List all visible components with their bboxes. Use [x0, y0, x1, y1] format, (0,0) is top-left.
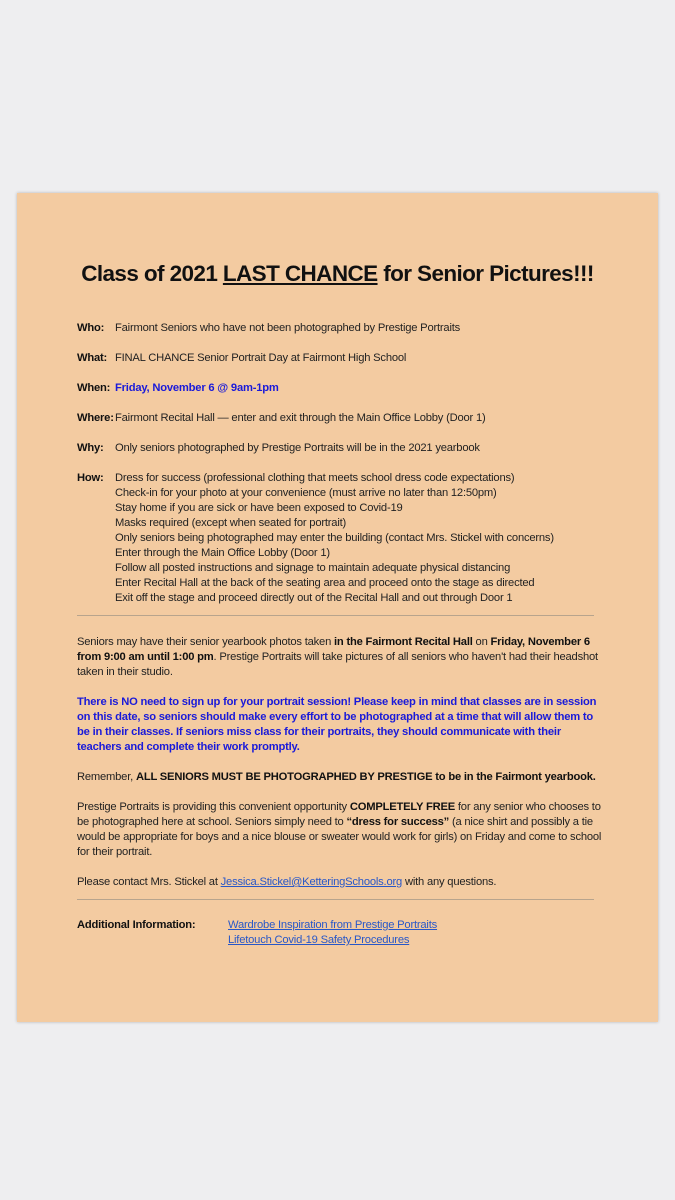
how-item: Stay home if you are sick or have been exposed to Covid-19: [115, 502, 403, 514]
para4-free: COMPLETELY FREE: [349, 801, 455, 813]
where-label: Where:: [77, 412, 114, 424]
where-value: Fairmont Recital Hall — enter and exit through the Main Office Lobby (Door 1): [115, 412, 486, 424]
para4-text-e: (a nice shirt and possibly a tie would be appropriate for boys and a nice blouse or sweater would work for girls) on Friday and come to school for their portrait.: [77, 816, 602, 858]
how-item: Follow all posted instructions and signage to maintain adequate physical distancing: [115, 562, 511, 574]
how-item: Only seniors being photographed may enter the building (contact Mrs. Stickel with concerns): [115, 532, 554, 544]
para5-text-b: with any questions.: [402, 876, 497, 888]
para1-text-a: Seniors may have their senior yearbook photos taken: [77, 636, 335, 648]
wardrobe-link[interactable]: Wardrobe Inspiration from Prestige Portraits: [228, 919, 438, 931]
paragraph-no-signup: There is NO need to sign up for your portrait session! Please keep in mind that classes are in session on this date, so seniors should make every effort to be photographed at a time that will allow them to be in their classes. If seniors miss class for their portraits, they should communicate with their teachers and complete their work promptly.: [77, 696, 597, 753]
para3-text-a: Remember,: [77, 771, 136, 783]
how-item: Check-in for your photo at your convenience (must arrive no later than 12:50pm): [115, 487, 497, 499]
how-list: [115, 471, 554, 606]
what-label: What:: [77, 352, 108, 364]
divider-top: [77, 615, 594, 616]
why-label: Why:: [77, 442, 104, 454]
when-value: Friday, November 6 @ 9am-1pm: [115, 382, 279, 394]
para1-location: in the Fairmont Recital Hall: [334, 636, 473, 648]
para4-text-c: for any senior who chooses to be photographed here at school. Seniors simply need to: [77, 801, 601, 828]
paragraph-reminder: [77, 770, 602, 785]
title-pre: Class of 2021: [81, 261, 223, 286]
what-value: FINAL CHANCE Senior Portrait Day at Fairmont High School: [115, 352, 407, 364]
how-label: How:: [77, 472, 104, 484]
paragraph-location: [77, 635, 602, 680]
para4-dress: “dress for success”: [346, 816, 450, 828]
how-item: Enter Recital Hall at the back of the seating area and proceed onto the stage as directed: [115, 577, 535, 589]
additional-links: [228, 918, 437, 948]
when-label: When:: [77, 382, 111, 394]
para4-text-a: Prestige Portraits is providing this convenient opportunity: [77, 801, 350, 813]
paragraph-free: [77, 800, 602, 860]
page-title: [17, 261, 658, 287]
how-item: Masks required (except when seated for portrait): [115, 517, 347, 529]
why-value: Only seniors photographed by Prestige Portraits will be in the 2021 yearbook: [115, 442, 480, 454]
who-value: Fairmont Seniors who have not been photographed by Prestige Portraits: [115, 322, 461, 334]
title-last-chance: LAST CHANCE: [222, 261, 378, 286]
covid-safety-link[interactable]: Lifetouch Covid-19 Safety Procedures: [228, 934, 410, 946]
para1-text-e: . Prestige Portraits will take pictures of all seniors who haven't had their headshot taken in their studio.: [77, 651, 598, 678]
paragraph-contact: [77, 875, 602, 890]
additional-label: Additional Information:: [77, 919, 196, 931]
para3-emphasis: ALL SENIORS MUST BE PHOTOGRAPHED BY PRESTIGE to be in the Fairmont yearbook.: [135, 771, 596, 783]
title-post: for Senior Pictures!!!: [377, 261, 594, 286]
para5-text-a: Please contact Mrs. Stickel at: [77, 876, 221, 888]
how-item: Dress for success (professional clothing that meets school dress code expectations): [115, 472, 515, 484]
who-label: Who:: [77, 322, 105, 334]
how-item: Enter through the Main Office Lobby (Door 1): [115, 547, 330, 559]
para1-text-c: on: [472, 636, 491, 648]
para1-date: Friday, November 6 from 9:00 am until 1:00 pm: [77, 636, 590, 663]
how-item: Exit off the stage and proceed directly out of the Recital Hall and out through Door 1: [115, 592, 513, 604]
email-link[interactable]: Jessica.Stickel@KetteringSchools.org: [220, 876, 403, 888]
divider-bottom: [77, 899, 594, 900]
flyer-page: [17, 193, 658, 1022]
